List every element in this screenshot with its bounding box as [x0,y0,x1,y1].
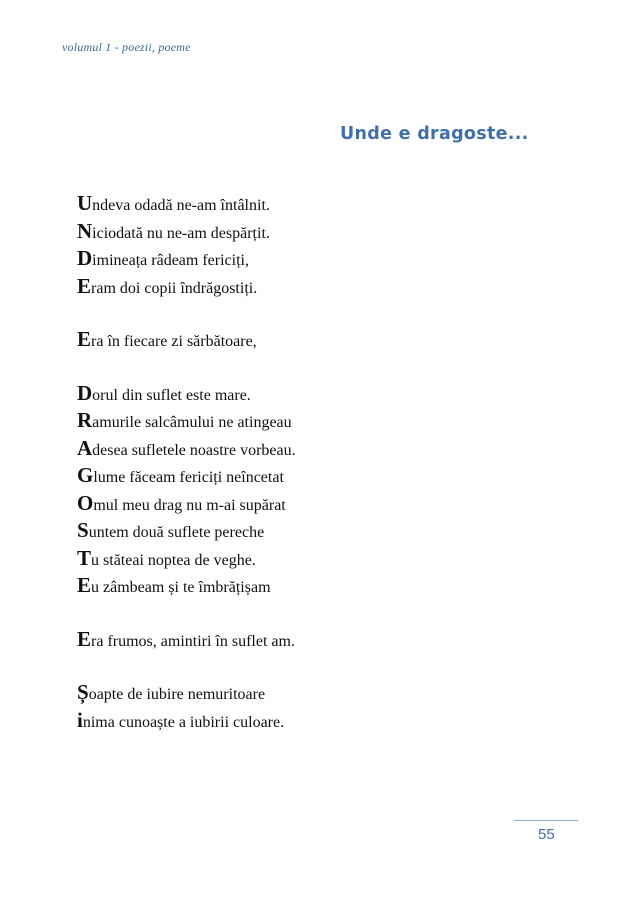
poem-line [77,545,497,573]
poem-line [77,245,497,273]
stanza-gap [77,300,497,326]
poem-line [77,626,497,654]
poem-line [77,380,497,408]
poem-line [77,326,497,354]
poem-line [77,273,497,301]
poem-line [77,190,497,218]
line-text: amurile salcâmului ne atingeau [92,414,292,431]
stanza-gap [77,354,497,380]
page-number-rule [514,820,578,821]
line-initial: O [77,490,94,515]
line-text: untem două suflete pereche [88,524,265,541]
line-text: desea sufletele noastre vorbeau. [92,441,296,459]
poem-line [77,679,497,707]
line-text: orul din suflet este mare. [92,386,251,404]
poem-line [77,218,497,246]
line-text: nima cunoaște a iubirii culoare. [82,713,285,731]
line-text: u stăteai noptea de veghe. [91,551,256,569]
line-initial: R [77,408,93,432]
poem-line [77,435,497,463]
page-number: 55 [538,826,555,843]
line-initial: N [77,218,93,243]
line-initial: D [77,380,93,405]
line-initial: U [77,191,93,215]
line-initial: E [77,327,92,351]
stanza-gap [77,653,497,679]
poem-line [77,462,497,490]
poem-body [77,190,497,734]
poem-line [77,407,497,435]
line-initial: A [77,435,93,460]
line-text: ndeva odadă ne-am întâlnit. [92,197,270,214]
line-text: imineața râdeam fericiți, [92,252,249,269]
line-text: ram doi copii îndrăgostiți. [91,279,258,297]
line-initial: Ș [77,680,89,704]
line-initial: E [77,626,92,651]
line-text: iciodată nu ne-am despărțit. [92,224,270,242]
line-text: u zâmbeam și te îmbrățișam [91,579,271,596]
poem-line [77,707,497,735]
poem-line [77,572,497,600]
line-text: lume făceam fericiți neîncetat [93,469,284,486]
line-initial: i [77,707,83,732]
poem-line [77,517,497,545]
line-text: oapte de iubire nemuritoare [88,686,266,703]
poem-line [77,490,497,518]
line-text: ra frumos, amintiri în suflet am. [91,632,295,650]
line-text: mul meu drag nu m-ai supărat [93,496,286,514]
stanza-gap [77,600,497,626]
line-initial: D [77,246,93,270]
line-initial: T [77,545,92,570]
line-initial: E [77,273,92,298]
line-initial: S [77,518,89,542]
line-text: ra în fiecare zi sărbătoare, [91,333,257,350]
line-initial: E [77,573,92,597]
running-header: volumul 1 - poezii, poeme [62,40,191,54]
line-initial: G [77,463,94,487]
poem-title: Unde e dragoste... [340,124,529,144]
